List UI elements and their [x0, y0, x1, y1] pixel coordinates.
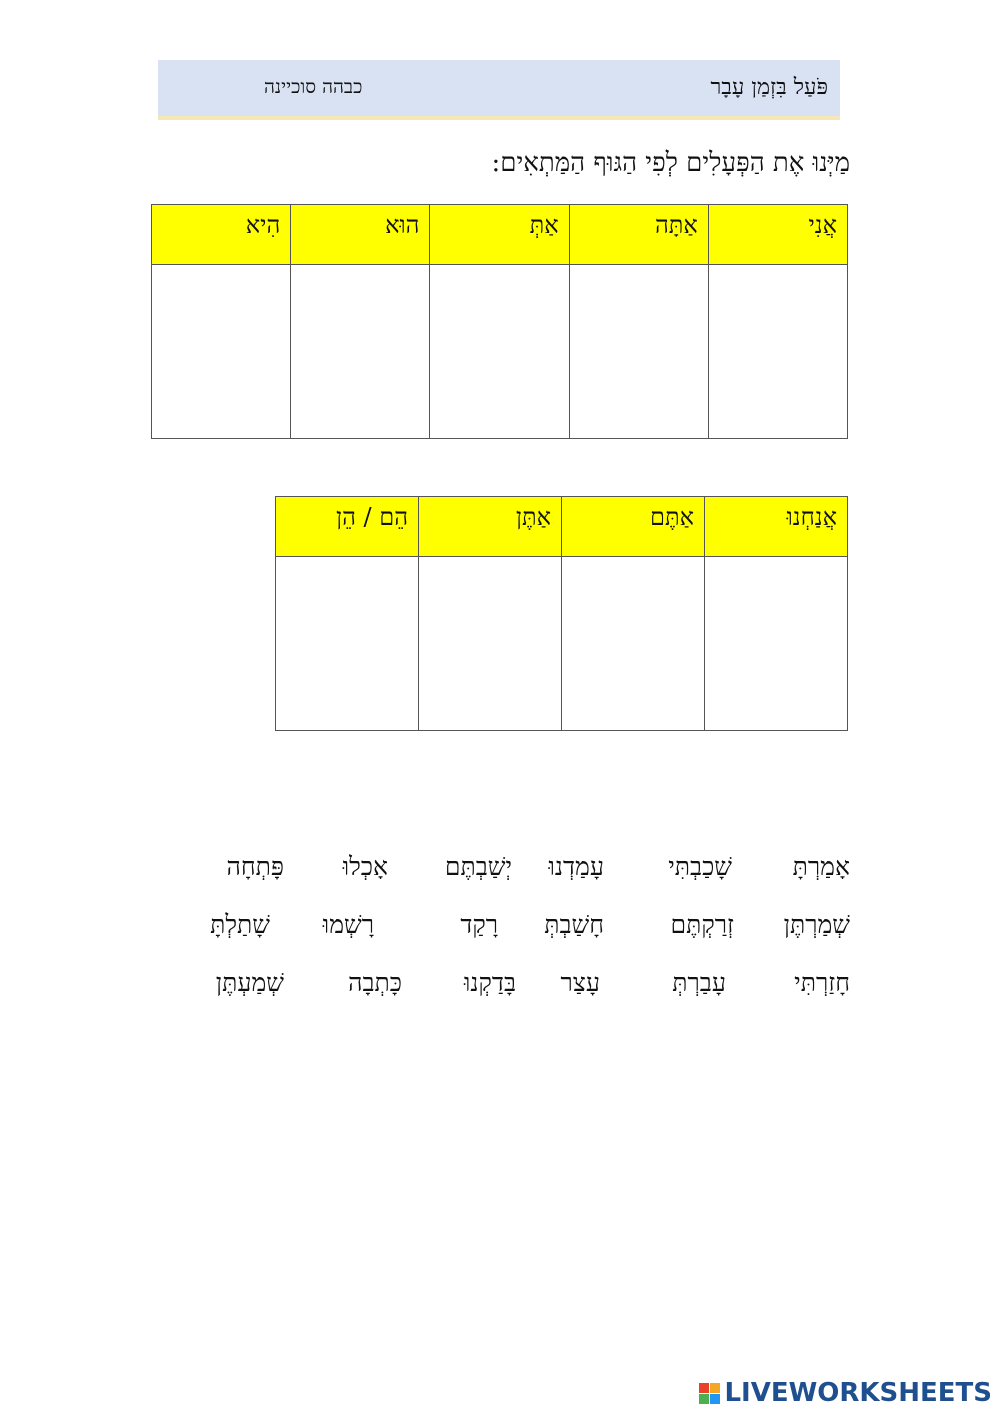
- drop-zone-atem[interactable]: [562, 557, 705, 731]
- header-atem: אַתֶּם: [562, 497, 705, 557]
- drop-zone-hem-hen[interactable]: [276, 557, 419, 731]
- logo-badge-icon: [699, 1383, 720, 1404]
- table-header-row: [152, 205, 848, 265]
- header-anachnu: אֲנַחְנוּ: [705, 497, 848, 557]
- word-chip[interactable]: אָמַרְתָּ: [792, 852, 850, 881]
- word-chip[interactable]: רָשְׁמוּ: [322, 910, 374, 939]
- drop-zone-ani[interactable]: [708, 265, 847, 439]
- author-name: כבהה סוכיינה: [264, 76, 363, 98]
- word-chip[interactable]: עָבַרְתְּ: [672, 968, 726, 997]
- header-at: אַתְּ: [430, 205, 569, 265]
- word-chip[interactable]: פָּתְחָה: [226, 852, 284, 881]
- header-aten: אַתֶּן: [419, 497, 562, 557]
- word-chip[interactable]: שָׁתַלְתָּ: [210, 910, 270, 939]
- word-chip[interactable]: כָּתְבָה: [348, 968, 402, 997]
- word-chip[interactable]: עָמַדְנוּ: [548, 852, 604, 881]
- word-chip[interactable]: רָקַד: [460, 910, 498, 939]
- word-chip[interactable]: שְׁמַעְתֶּן: [215, 968, 284, 997]
- word-chip[interactable]: יְשַׁבְתֶּם: [444, 852, 512, 881]
- word-chip[interactable]: חָזַרְתִּי: [794, 968, 850, 997]
- word-bank-row-2: [150, 910, 850, 946]
- singular-pronouns-table: [151, 204, 848, 439]
- word-chip[interactable]: בָּדַקְנוּ: [464, 968, 516, 997]
- table-drop-row: [276, 557, 848, 731]
- table-drop-row: [152, 265, 848, 439]
- header-hi: הִיא: [152, 205, 291, 265]
- header-ata: אַתָּה: [569, 205, 708, 265]
- word-chip[interactable]: שָׁכַבְתִּי: [668, 852, 732, 881]
- worksheet-title: פֹּעַל בִּזְמַן עָבָר: [710, 75, 828, 100]
- table-header-row: [276, 497, 848, 557]
- logo-text: LIVEWORKSHEETS: [724, 1378, 992, 1408]
- drop-zone-hi[interactable]: [152, 265, 291, 439]
- drop-zone-at[interactable]: [430, 265, 569, 439]
- word-chip[interactable]: זְרַקְתֶּם: [670, 910, 734, 939]
- drop-zone-anachnu[interactable]: [705, 557, 848, 731]
- liveworksheets-logo: [699, 1377, 992, 1409]
- drop-zone-aten[interactable]: [419, 557, 562, 731]
- header-ani: אֲנִי: [708, 205, 847, 265]
- header-hem-hen: הֵם / הֵן: [276, 497, 419, 557]
- header-hu: הוּא: [291, 205, 430, 265]
- word-bank-row-3: [150, 968, 850, 1004]
- word-chip[interactable]: חָשַׁבְתְּ: [544, 910, 604, 939]
- header-bar: [158, 60, 840, 120]
- drop-zone-ata[interactable]: [569, 265, 708, 439]
- word-bank-row-1: [150, 852, 850, 888]
- drop-zone-hu[interactable]: [291, 265, 430, 439]
- plural-pronouns-table: [275, 496, 848, 731]
- instruction-text: מַיְּנוּ אֶת הַפְּעָלִים לְפִי הַגּוּף הַמַּתְאִים:: [491, 148, 850, 178]
- word-chip[interactable]: עָצַר: [560, 968, 600, 997]
- word-chip[interactable]: שְׁמַרְתֶּן: [783, 910, 850, 939]
- word-chip[interactable]: אָכְלוּ: [342, 852, 388, 881]
